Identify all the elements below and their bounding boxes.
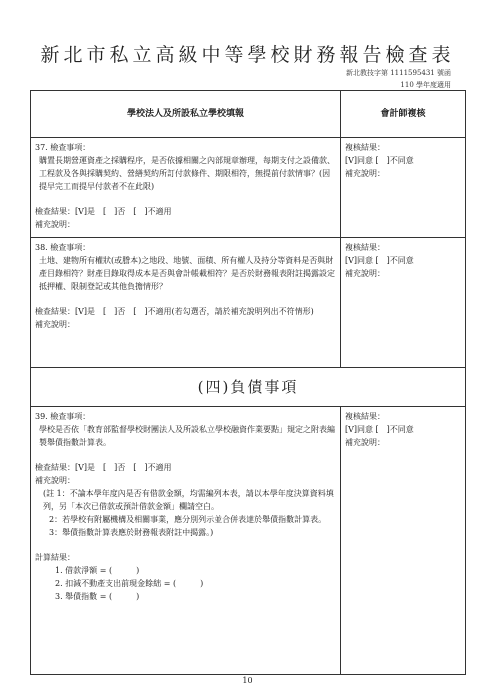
item-39-content xyxy=(31,407,341,675)
item-39-review-label: 複核結果： xyxy=(345,412,385,421)
item-38-row xyxy=(31,238,466,368)
item-37-text: 購置長期營運資產之採購程序，是否依據相關之內部規章辦理，每期支付之設備款、工程款及各與採購契約、營繕契約所訂付款條件、期限相符，無提前付款情事？(因提早完工而提早付款者不在此限) xyxy=(39,156,335,191)
section-row xyxy=(31,368,466,407)
item-39-note-3: 3：舉債指數計算表應於財務報表附註中揭露。) xyxy=(49,528,214,537)
calc-cash-surplus: 2. 扣減不動產支出前現金餘絀 = ( ) xyxy=(55,579,204,588)
checklist-table xyxy=(30,90,466,675)
item-38-note: 補充說明： xyxy=(35,320,75,329)
item-39-note-1: (註 1：不論本學年度內是否有借款金額，均需編列本表，請以本學年度決算資料填列，另「本次已借款或預計借款金額」欄請空白。 xyxy=(43,489,334,511)
page-number: 10 xyxy=(242,676,253,685)
document-reference xyxy=(346,67,451,91)
document-title: 新北市私立高級中等學校財務報告檢查表 xyxy=(40,44,455,66)
header-school: 學校法人及所設私立學校填報 xyxy=(31,91,341,138)
item-37-review xyxy=(341,138,466,238)
item-38-review xyxy=(341,238,466,368)
item-37-row xyxy=(31,138,466,238)
item-39-note: 補充說明： xyxy=(35,476,75,485)
item-38-label: 38. 檢查事項： xyxy=(35,243,91,252)
item-39-review-options: [V]同意 [ ]不同意 xyxy=(345,425,414,434)
item-39-review xyxy=(341,407,466,675)
item-39-result: 檢查結果：[V]是 [ ]否 [ ]不適用 xyxy=(35,463,172,472)
item-37-note: 補充說明： xyxy=(35,220,75,229)
header-auditor: 會計師複核 xyxy=(341,91,466,138)
reference-number: 新北教技字第 1111595431 號函 xyxy=(346,69,451,77)
item-37-review-options: [V]同意 [ ]不同意 xyxy=(345,156,414,165)
item-39-label: 39. 檢查事項： xyxy=(35,412,91,421)
item-39-note-2: 2：若學校有附屬機構及相關事業，應分別列示並合併表達於舉債指數計算表。 xyxy=(49,515,327,524)
item-37-result: 檢查結果：[V]是 [ ]否 [ ]不適用 xyxy=(35,207,172,216)
item-39-review-note: 補充說明： xyxy=(345,438,385,447)
item-37-label: 37. 檢查事項： xyxy=(35,143,91,152)
item-38-text: 土地、建物所有權狀(或謄本)之地段、地號、面積、所有權人及持分等資料是否與財產目錄相符？財產目錄取得成本是否與會計帳載相符？是否於財務報表附註揭露設定抵押權、限制登記或其他負擔情形？ xyxy=(39,256,335,291)
item-37-review-note: 補充說明： xyxy=(345,169,385,178)
item-39-text: 學校是否依「教育部監督學校財團法人及所設私立學校融資作業要點」規定之附表編製舉債指數計算表。 xyxy=(39,425,335,447)
school-year: 110 學年度適用 xyxy=(400,81,451,89)
item-37-review-label: 複核結果： xyxy=(345,143,385,152)
item-38-result: 檢查結果：[V]是 [ ]否 [ ]不適用(若勾選否，請於補充說明列出不符情形) xyxy=(35,307,314,316)
item-38-review-note: 補充說明： xyxy=(345,269,385,278)
item-37-content xyxy=(31,138,341,238)
item-38-review-options: [V]同意 [ ]不同意 xyxy=(345,256,414,265)
calc-debt-index: 3. 舉債指數 = ( ) xyxy=(55,592,140,601)
table-header-row xyxy=(31,91,466,138)
calc-borrowing-net: 1. 借款淨額 = ( ) xyxy=(55,566,140,575)
section-title: (四)負債事項 xyxy=(31,368,466,407)
item-38-content xyxy=(31,238,341,368)
item-38-review-label: 複核結果： xyxy=(345,243,385,252)
item-39-calc-label: 計算結果： xyxy=(35,553,75,562)
item-39-row xyxy=(31,407,466,675)
